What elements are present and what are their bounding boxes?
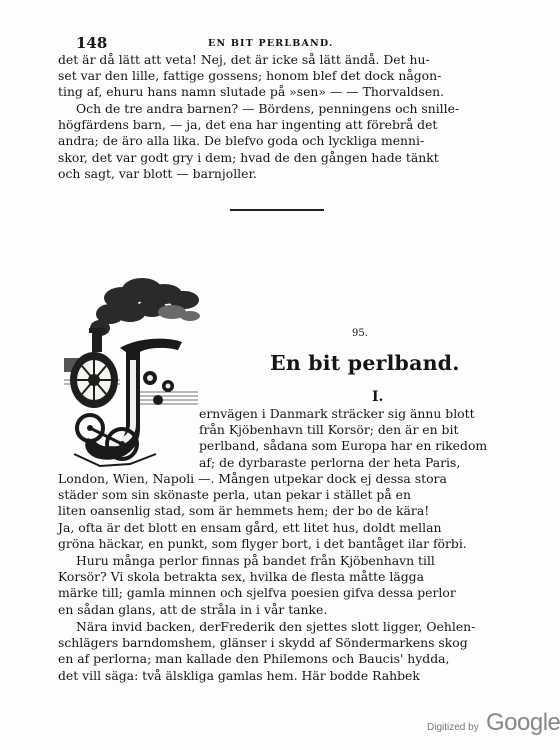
text-line: schlägers barndomshem, glänser i skydd af Söndermarkens skog <box>58 635 468 651</box>
text-line: märke till; gamla minnen och sjelfva poesien gifva dessa perlor <box>58 585 456 601</box>
text-line: från Kjöbenhavn till Korsör; den är en bit <box>199 422 459 438</box>
section-number: I. <box>372 389 384 405</box>
google-logo: Google <box>486 709 560 736</box>
text-line: ting af, ehuru hans namn slutade på »sen» — — Thorvaldsen. <box>58 84 445 100</box>
text-line: Ja, ofta är det blott en ensam gård, ett litet hus, doldt mellan <box>58 519 442 535</box>
body-paragraph-3 <box>58 619 503 684</box>
text-line: liten oansenlig stad, som är hemmets hem; der bo de kära! <box>58 503 430 519</box>
digitized-watermark <box>400 708 560 750</box>
page-header <box>0 0 560 60</box>
text-line: Korsör? Vi skola betrakta sex, hvilka de flesta måtte lägga <box>58 569 424 585</box>
page-number: 148 <box>76 34 108 52</box>
locomotive-dropcap-illustration <box>60 268 200 470</box>
text-line: af; de dyrbaraste perlorna der heta Paris, <box>199 454 461 470</box>
text-line: det vill säga: två älskliga gamlas hem. Här bodde Rahbek <box>58 667 420 683</box>
body-paragraph-2 <box>58 553 503 618</box>
text-line: en sådan glans, att de stråla in i vår tanke. <box>58 601 328 617</box>
running-title: EN BIT PERLBAND. <box>208 38 334 49</box>
text-line: en af perlorna; man kallade den Philemons och Baucis' hydda, <box>58 651 450 667</box>
text-line: perlband, sådana som Europa har en rikedom <box>199 438 488 454</box>
text-line: London, Wien, Napoli —. Mången utpekar dock ej dessa stora <box>58 471 447 486</box>
text-line: ernvägen i Danmark sträcker sig ännu blott <box>199 406 475 421</box>
text-line: och sagt, var blott — barnjoller. <box>58 165 257 181</box>
text-line: städer som sin skönaste perla, utan pekar i stället på en <box>58 487 411 503</box>
intro-paragraph-2 <box>58 101 503 182</box>
digitized-by-label: Digitized by <box>427 722 479 733</box>
intro-paragraph-1 <box>58 52 503 101</box>
text-line: Och de tre andra barnen? — Bördens, penningens och snille- <box>76 101 460 116</box>
text-line: högfärdens barn, — ja, det ena har ingenting att förebrå det <box>58 117 438 133</box>
text-line: skor, det var godt gry i dem; hvad de den gången hade tänkt <box>58 149 439 165</box>
text-line: Nära invid backen, derFrederik den sjettes slott ligger, Oehlen- <box>76 619 476 634</box>
text-line: det är då lätt att veta! Nej, det är icke så lätt ändå. Det hu- <box>58 52 430 67</box>
dropcap-paragraph <box>199 406 502 471</box>
chapter-title: En bit perlband. <box>270 351 460 375</box>
text-line: set var den lille, fattige gossens; honom blef det dock någon- <box>58 68 442 84</box>
text-line: andra; de äro alla lika. De blefvo goda och lyckliga menni- <box>58 133 425 149</box>
section-divider <box>230 209 324 211</box>
chapter-number: 95. <box>352 328 368 339</box>
text-line: Huru många perlor finnas på bandet från Kjöbenhavn till <box>76 553 435 568</box>
text-line: gröna häckar, en punkt, som flyger bort, i det bantåget ilar förbi. <box>58 535 467 551</box>
body-paragraph-1 <box>58 471 503 552</box>
